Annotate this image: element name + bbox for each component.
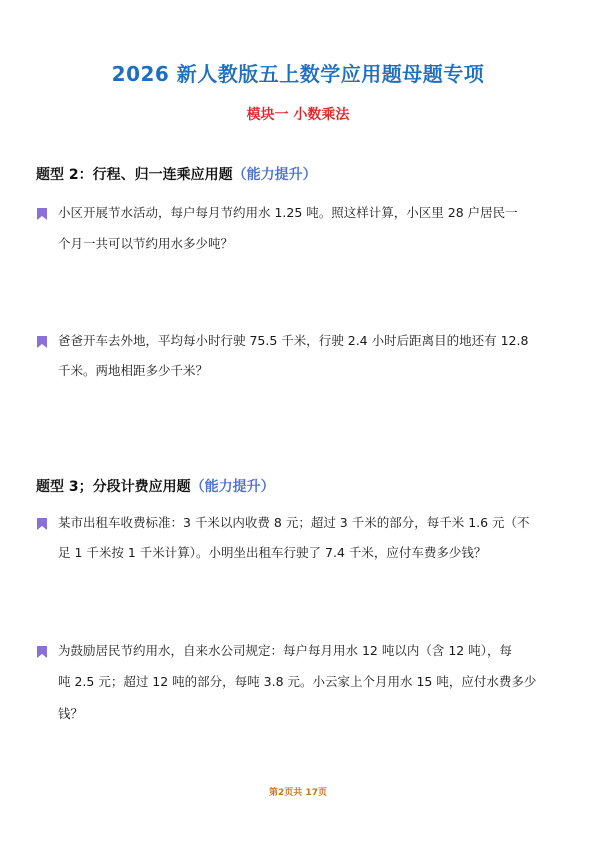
- bookmark-icon: [36, 208, 48, 220]
- question-line: 个月一共可以节约用水多少吨？: [58, 236, 234, 251]
- bookmark-icon: [36, 336, 48, 348]
- question-line: 某市出租车收费标准：3 千米以内收费 8 元；超过 3 千米的部分，每千米 1.6 元（不: [58, 515, 530, 530]
- section-tag: （能力提升）: [190, 479, 275, 495]
- section-heading: [36, 164, 317, 184]
- question-line: 足 1 千米按 1 千米计算）。小明坐出租车行驶了 7.4 千米，应付车费多少钱？: [58, 545, 487, 560]
- question-line: 为鼓励居民节约用水，自来水公司规定：每户每月用水 12 吨以内（含 12 吨），每: [58, 643, 512, 658]
- section-heading-text: 题型 3；分段计费应用题: [36, 479, 191, 495]
- question-line: 吨 2.5 元；超过 12 吨的部分，每吨 3.8 元。小云家上个月用水 15 吨，应付水费多少: [58, 674, 537, 689]
- section-tag: （能力提升）: [232, 167, 317, 183]
- question-line: 爸爸开车去外地，平均每小时行驶 75.5 千米，行驶 2.4 小时后距离目的地还有 12.8: [58, 333, 529, 348]
- question-line: 小区开展节水活动，每户每月节约用水 1.25 吨。照这样计算，小区里 28 户居民一: [58, 205, 518, 220]
- question-line: 钱？: [58, 706, 84, 721]
- bookmark-icon: [36, 646, 48, 658]
- section-heading-text: 题型 2：行程、归一连乘应用题: [36, 167, 233, 183]
- module-title: 模块一 小数乘法: [246, 107, 350, 123]
- bookmark-icon: [36, 518, 48, 530]
- page-footer: 第2页共 17页: [269, 788, 327, 798]
- section-heading: [36, 476, 275, 496]
- document-title: 2026 新人教版五上数学应用题母题专项: [111, 62, 485, 86]
- question-line: 千米。两地相距多少千米？: [58, 363, 209, 378]
